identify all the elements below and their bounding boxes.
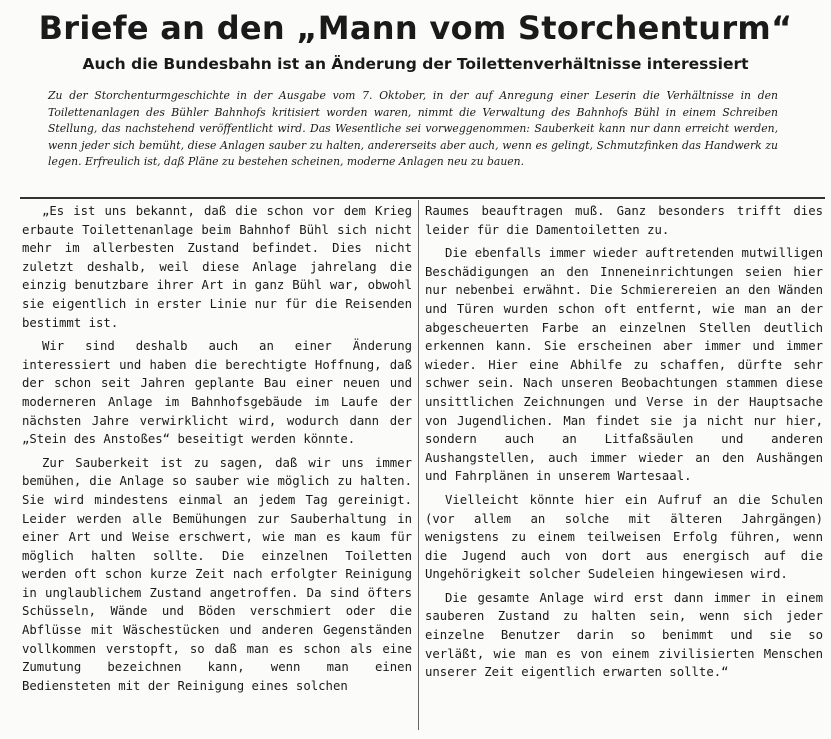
lead-paragraph: Zu der Storchenturmgeschichte in der Ausgabe vom 7. Oktober, in der auf Anregung einer Leserin die Verhältnisse in den Toilettenanlagen des Bühler Bahnhofs kritisiert worden waren, nimmt die Verwaltung des Bahnhofs Bühl in einem Schreiben Stellung, das nachstehend veröffentlicht wird. Das Wesentliche sei vorweggenommen: Sauberkeit kann nur dann erreicht werden, wenn jeder sich bemüht, diese Anlagen sauber zu halten, andererseits aber auch, wenn es gelingt, Schmutzfinken das Handwerk zu legen. Erfreulich ist, daß Pläne zu bestehen scheinen, moderne Anlagen neu zu bauen. xyxy=(48,89,778,169)
body-paragraph: Zur Sauberkeit ist zu sagen, daß wir uns immer bemühen, die Anlage so sauber wie möglich zu halten. Sie wird mindestens einmal an jedem Tag gereinigt. Leider werden alle Bemühungen zur Sauberhaltung in einer Art und Weise erschwert, wie man es kaum für möglich halten sollte. Die einzelnen Toiletten werden oft schon kurze Zeit nach erfolgter Reinigung in unglaublichem Zustand angetroffen. Da sind öfters Schüsseln, Wände und Böden verschmiert oder die Abflüsse mit Wäschestücken und anderen Gegenständen vollkommen verstopft, so daß man es schon als eine Zumutung bezeichnen kann, wenn man einen Bediensteten mit der Reinigung eines solchen xyxy=(22,455,412,693)
body-paragraph: Die ebenfalls immer wieder auftretenden mutwilligen Beschädigungen an den Inneneinrichtungen seien hier nur nebenbei erwähnt. Die Schmierereien an den Wänden und Türen wurden schon oft entfernt, wie man an der abgescheuerten Farbe an einzelnen Stellen deutlich erkennen kann. Sie erscheinen aber immer und immer wieder. Hier eine Abhilfe zu schaffen, dürfte sehr schwer sein. Nach unseren Beobachtungen stammen diese unsittlichen Zeichnungen und Verse in der Hauptsache von Jugendlichen. Man findet sie ja nicht nur hier, sondern auch an Litfaßsäulen und anderen Aushangstellen, auch immer wieder an den Aushängen und Fahrplänen in unserem Wartesaal. xyxy=(425,246,823,484)
body-paragraph: Wir sind deshalb auch an einer Änderung interessiert und haben die berechtigte Hoffnung, daß der schon seit Jahren geplante Bau einer neuen und moderneren Anlage im Bahnhofsgebäude im Laufe der nächsten Jahre verwirklicht wird, wodurch dann der „Stein des Anstoßes“ beseitigt werden könnte. xyxy=(22,339,412,447)
headline: Briefe an den „Mann vom Storchenturm“ xyxy=(38,9,793,47)
body-paragraph: Vielleicht könnte hier ein Aufruf an die Schulen (vor allem an solche mit älteren Jahrgängen) wenigstens zu einem teilweisen Erfolg führen, wenn die Jugend auch von dort aus energisch auf die Ungehörigkeit solcher Sudeleien hingewiesen wird. xyxy=(425,492,823,582)
subheadline: Auch die Bundesbahn ist an Änderung der Toilettenverhältnisse interessiert xyxy=(82,55,749,73)
body-paragraph: „Es ist uns bekannt, daß die schon vor dem Krieg erbaute Toilettenanlage beim Bahnhof Bühl sich nicht mehr im allerbesten Zustand befindet. Dies nicht zuletzt deshalb, weil diese Anlage jahrelang die einzig benutzbare ihrer Art in ganz Bühl war, obwohl sie eigentlich in erster Linie nur für die Reisenden bestimmt ist. xyxy=(22,204,412,330)
divider-rule xyxy=(20,197,825,199)
body-paragraph: Die gesamte Anlage wird erst dann immer in einem sauberen Zustand zu halten sein, wenn sich jeder einzelne Benutzer darin so benimmt und sie so verläßt, wie man es von einem zivilisierten Menschen unserer Zeit eigentlich erwarten sollte.“ xyxy=(425,590,823,680)
body-paragraph: Raumes beauftragen muß. Ganz besonders trifft dies leider für die Damentoiletten zu. xyxy=(425,204,823,237)
column-divider xyxy=(418,200,419,730)
left-column xyxy=(22,202,412,700)
right-column xyxy=(425,202,823,687)
